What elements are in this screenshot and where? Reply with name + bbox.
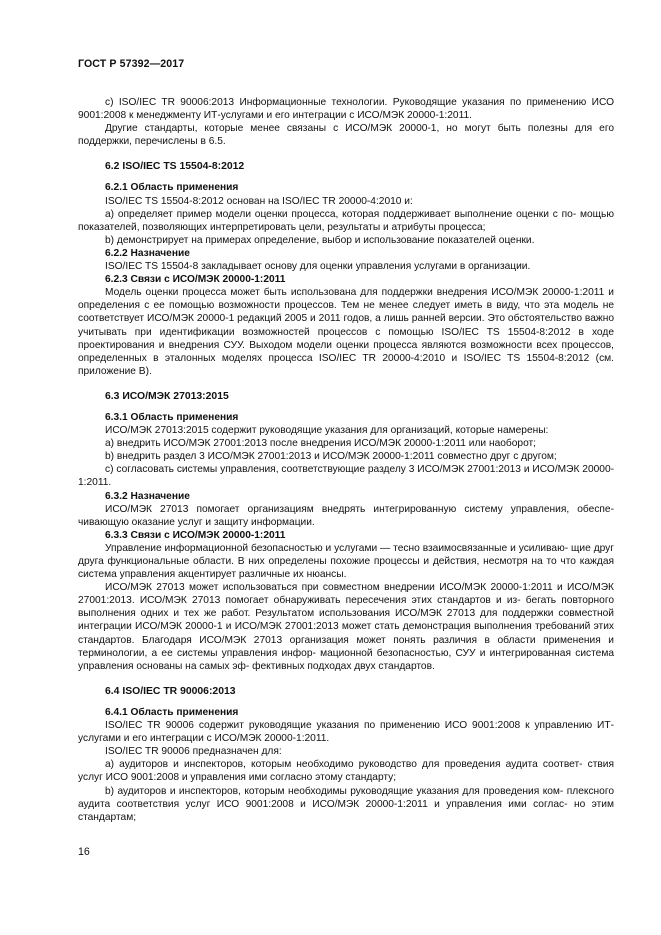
paragraph: ИСО/МЭК 27013:2015 содержит руководящие указания для организаций, которые намерены: [105,425,549,437]
paragraph: ISO/IEC TR 90006 предназначен для: [105,746,282,758]
paragraph: Управление информационной безопасностью и услугами — тесно взаимосвязанные и усиливаю- щие друг друга функциональные области. В них определены похожие процессы и действия, несмотря на то что каждая система управления акцентирует различные их нюансы. [78,542,614,581]
subsection-heading-6-4-1: 6.4.1 Область применения [105,706,239,718]
section-heading-6-4: 6.4 ISO/IEC TR 90006:2013 [105,685,236,697]
paragraph-list-b: b) аудиторов и инспекторов, которым необходимы руководящие указания для проведения ком- плексного аудита соответствия услуг ИСО 9001:2008 и ИСО/МЭК 20000-1:2011 и управления ими соглас- но этим стандартам; [78,785,614,823]
section-heading-6-3: 6.3 ИСО/МЭК 27013:2015 [105,390,229,402]
section-heading-6-2: 6.2 ISO/IEC TS 15504-8:2012 [105,161,245,173]
paragraph-list-c: c) ISO/IEC TR 90006:2013 Информационные технологии. Руководящие указания по применению ИСО 9001:2008 к менеджменту ИТ-услугами и его интеграции с ИСО/МЭК 20000-1:2011. [78,97,614,122]
paragraph: ISO/IEC TS 15504-8:2012 основан на ISO/IEC TR 20000-4:2010 и: [105,195,413,207]
paragraph-list-c: c) согласовать системы управления, соответствующие разделу 3 ИСО/МЭК 27001:2013 и ИСО/МЭК 20000-1:2011. [78,464,614,489]
subsection-heading-6-3-1: 6.3.1 Область применения [105,411,239,423]
document-body [78,96,614,824]
page-number: 16 [78,846,90,858]
paragraph: ISO/IEC TR 90006 содержит руководящие указания по применению ИСО 9001:2008 к управлению ИТ-услугами и его интеграции с ИСО/МЭК 20000-1:2011. [78,720,614,745]
paragraph-list-b: b) внедрить раздел 3 ИСО/МЭК 27001:2013 и ИСО/МЭК 20000-1:2011 совместно друг с другом; [105,451,557,463]
paragraph-other-standards: Другие стандарты, которые менее связаны с ИСО/МЭК 20000-1, но могут быть полезны для его поддержки, перечислены в 6.5. [78,123,614,148]
subsection-heading-6-3-2: 6.3.2 Назначение [105,490,190,502]
paragraph-list-b: b) демонстрирует на примерах определение, выбор и использование показателей оценки. [105,234,535,246]
document-header: ГОСТ Р 57392—2017 [78,58,185,70]
subsection-heading-6-3-3: 6.3.3 Связи с ИСО/МЭК 20000-1:2011 [105,529,286,541]
paragraph: ИСО/МЭК 27013 помогает организациям внедрять интегрированную систему управления, обеспе- чивающую оказание услуг и защиту информации. [78,503,614,528]
subsection-heading-6-2-3: 6.2.3 Связи с ИСО/МЭК 20000-1:2011 [105,274,286,286]
paragraph-list-a: a) внедрить ИСО/МЭК 27001:2013 после внедрения ИСО/МЭК 20000-1:2011 или наоборот; [105,438,537,450]
paragraph: ИСО/МЭК 27013 может использоваться при совместном внедрении ИСО/МЭК 20000-1:2011 и ИСО/МЭК 27001:2013. ИСО/МЭК 27013 помогает обнаруживать пересечения этих стандартов и из- бегать повторного выполнения одних и тех же работ. Результатом использования ИСО/МЭК 27013 для поддержки совместной интеграции ИСО/МЭК 20000-1 и ИСО/МЭК 27001:2013 может стать демонстрация выполнения требований этих стандартов. Благодаря ИСО/МЭК 27013 организация может понять различия в области применения и терминологии, а ее системы управления инфор- мационной безопасностью, СУУ и интегрированная система управления основаны на самых эф- фективных подходах двух стандартов. [78,582,614,672]
subsection-heading-6-2-1: 6.2.1 Область применения [105,182,239,194]
subsection-heading-6-2-2: 6.2.2 Назначение [105,247,190,259]
paragraph: ISO/IEC TS 15504-8 закладывает основу для оценки управления услугами в организации. [105,261,531,273]
paragraph-list-a: a) аудиторов и инспекторов, которым необходимо руководство для проведения аудита соответ- ствия услуг ИСО 9001:2008 и управления ими согласно этому стандарту; [78,759,614,784]
paragraph-list-a: a) определяет пример модели оценки процесса, которая поддерживает выполнение оценки с по- мощью показателей, позволяющих интерпретировать цели, результаты и атрибуты процесса; [78,208,614,233]
paragraph: Модель оценки процесса может быть использована для поддержки внедрения ИСО/МЭК 20000-1:2011 и определения с ее помощью возможности процессов. Тем не менее следует иметь в виду, что эта модель не соответствует ИСО/МЭК 20000-1 редакций 2005 и 2011 годов, а лишь ранней версии. Это обстоятельство важно учитывать при идентификации возможностей процессов с помощью ISO/IEC TS 15504-8:2012 в ходе проектирования и внедрения СУУ. Выходом модели оценки процесса являются возможности всех процессов, определенных в эталонных моделях процесса ISO/IEC TR 20000-4:2010 и ISO/IEC TS 15504-8:2012 (см. приложение B). [78,287,614,377]
